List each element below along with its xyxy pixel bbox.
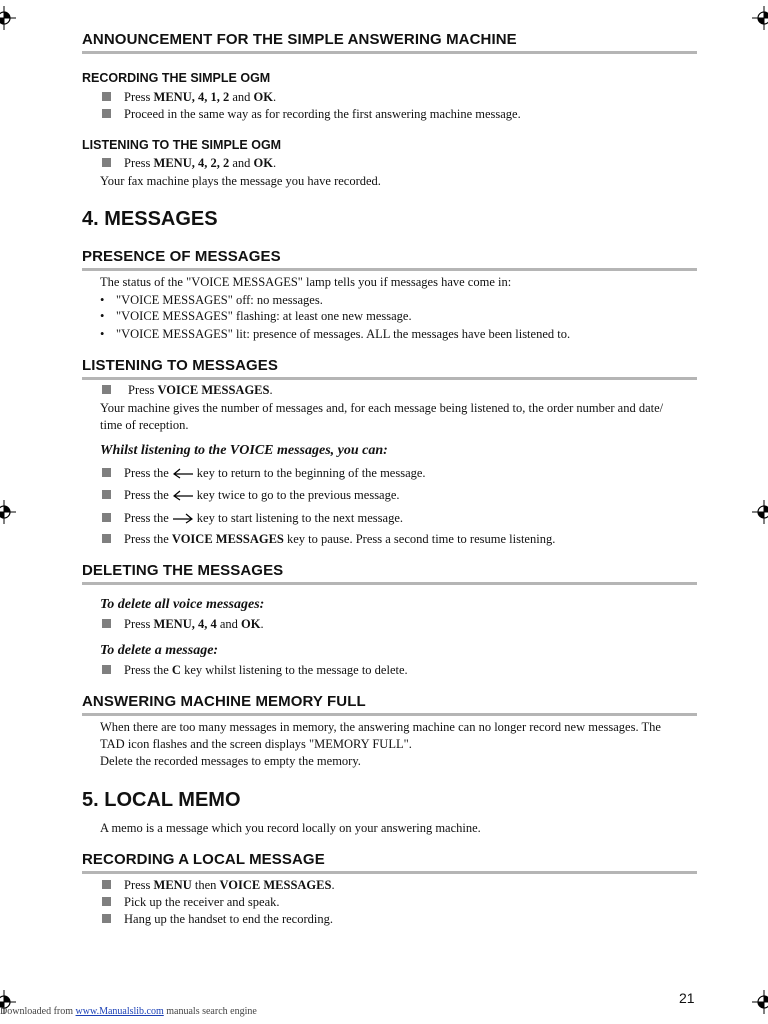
download-footer [0, 1006, 257, 1017]
bullet-glyph: • [100, 293, 105, 307]
crosshair-registration-icon [0, 500, 16, 524]
chapter-heading-local-memo: 5. LOCAL MEMO [82, 789, 241, 811]
list-item: Press VOICE MESSAGES. [128, 383, 273, 397]
right-arrow-icon [171, 512, 195, 524]
paragraph: Your fax machine plays the message you have recorded. [100, 174, 381, 188]
square-bullet-icon [102, 619, 111, 628]
list-item: Hang up the handset to end the recording. [124, 912, 333, 926]
bullet-glyph: • [100, 327, 105, 341]
list-item: Press MENU, 4, 1, 2 and OK. [124, 90, 277, 104]
list-item: Press MENU then VOICE MESSAGES. [124, 878, 335, 892]
list-item: "VOICE MESSAGES" off: no messages. [116, 293, 323, 307]
square-bullet-icon [102, 897, 111, 906]
subheading-whilst-listening: Whilst listening to the VOICE messages, you can: [100, 443, 388, 458]
list-item: Press the key to start listening to the next message. [124, 511, 404, 525]
footer-suffix: manuals search engine [163, 1006, 257, 1017]
section-title-deleting: DELETING THE MESSAGES [82, 562, 284, 579]
paragraph: When there are too many messages in memory, the answering machine can no longer record new messages. The [100, 720, 661, 734]
section-rule [82, 377, 697, 380]
paragraph: TAD icon flashes and the screen displays "MEMORY FULL". [100, 737, 412, 751]
subtitle-recording-ogm: RECORDING THE SIMPLE OGM [82, 71, 271, 85]
square-bullet-icon [102, 92, 111, 101]
subheading-delete-one: To delete a message: [100, 643, 219, 658]
section-rule [82, 582, 697, 585]
crosshair-registration-icon [752, 500, 768, 524]
page-number: 21 [679, 990, 695, 1006]
subtitle-listening-ogm: LISTENING TO THE SIMPLE OGM [82, 138, 282, 152]
square-bullet-icon [102, 513, 111, 522]
list-item: "VOICE MESSAGES" lit: presence of messages. ALL the messages have been listened to. [116, 327, 571, 341]
crosshair-registration-icon [752, 990, 768, 1014]
section-rule [82, 713, 697, 716]
section-title-listening: LISTENING TO MESSAGES [82, 357, 279, 374]
paragraph: time of reception. [100, 418, 189, 432]
list-item: Press MENU, 4, 4 and OK. [124, 617, 264, 631]
left-arrow-icon [171, 489, 195, 501]
section-title-announcement: ANNOUNCEMENT FOR THE SIMPLE ANSWERING MACHINE [82, 31, 517, 48]
list-item: Proceed in the same way as for recording the first answering machine message. [124, 107, 521, 121]
square-bullet-icon [102, 490, 111, 499]
square-bullet-icon [102, 534, 111, 543]
list-item: Press the C key whilst listening to the message to delete. [124, 663, 408, 677]
square-bullet-icon [102, 880, 111, 889]
crosshair-registration-icon [752, 6, 768, 30]
paragraph: The status of the "VOICE MESSAGES" lamp tells you if messages have come in: [100, 275, 512, 289]
section-rule [82, 871, 697, 874]
section-title-presence: PRESENCE OF MESSAGES [82, 248, 281, 265]
paragraph: Your machine gives the number of messages and, for each message being listened to, the order number and date/ [100, 401, 664, 415]
list-item: "VOICE MESSAGES" flashing: at least one new message. [116, 309, 412, 323]
square-bullet-icon [102, 468, 111, 477]
section-rule [82, 51, 697, 54]
list-item: Press the key to return to the beginning of the message. [124, 466, 426, 480]
manualslib-link[interactable]: www.Manualslib.com [75, 1006, 164, 1017]
crosshair-registration-icon [0, 6, 16, 30]
square-bullet-icon [102, 158, 111, 167]
list-item: Press the key twice to go to the previous message. [124, 488, 400, 502]
paragraph: Delete the recorded messages to empty the memory. [100, 754, 361, 768]
square-bullet-icon [102, 665, 111, 674]
list-item: Press the VOICE MESSAGES key to pause. Press a second time to resume listening. [124, 532, 556, 546]
bullet-glyph: • [100, 309, 105, 323]
square-bullet-icon [102, 914, 111, 923]
list-item: Press MENU, 4, 2, 2 and OK. [124, 156, 277, 170]
section-rule [82, 268, 697, 271]
footer-prefix: Downloaded from [0, 1006, 76, 1017]
left-arrow-icon [171, 467, 195, 479]
section-title-memory-full: ANSWERING MACHINE MEMORY FULL [82, 693, 366, 710]
chapter-heading-messages: 4. MESSAGES [82, 208, 218, 230]
section-title-recording-local: RECORDING A LOCAL MESSAGE [82, 851, 325, 868]
subheading-delete-all: To delete all voice messages: [100, 597, 265, 612]
list-item: Pick up the receiver and speak. [124, 895, 280, 909]
paragraph: A memo is a message which you record locally on your answering machine. [100, 821, 481, 835]
square-bullet-icon [102, 385, 111, 394]
square-bullet-icon [102, 109, 111, 118]
